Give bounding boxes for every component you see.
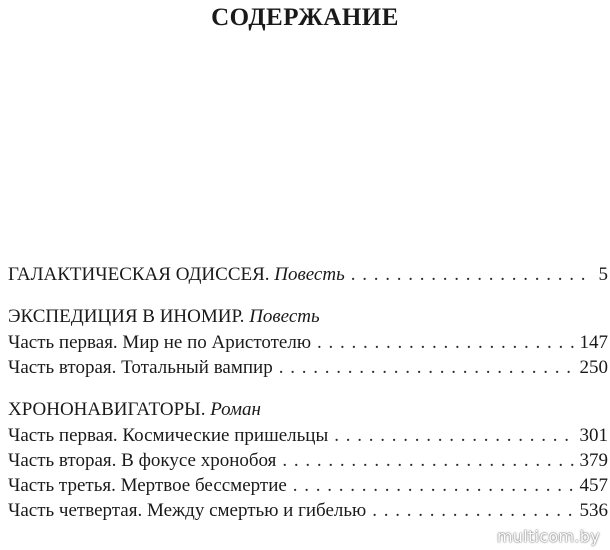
toc-entry-label: Часть первая. Мир не по Аристотелю: [8, 332, 312, 353]
section-heading-chrononavigators: [8, 396, 608, 423]
toc-entry-label: Часть вторая. В фокусе хронобоя: [8, 450, 277, 471]
section-heading-expedition: [8, 303, 608, 330]
page-number: 379: [579, 450, 608, 471]
page-number: 457: [579, 475, 608, 496]
toc-entry: [8, 423, 608, 448]
toc-entry: [8, 355, 608, 380]
dot-leader: [279, 355, 574, 380]
toc-entry-label: Часть четвертая. Между смертью и гибелью: [8, 500, 367, 521]
dot-leader: [317, 330, 573, 355]
toc-entry-label: Часть первая. Космические пришельцы: [8, 425, 329, 446]
section-heading: ГАЛАКТИЧЕСКАЯ ОДИССЕЯ.: [8, 264, 270, 285]
page-number: 250: [579, 357, 608, 378]
toc-entry: [8, 330, 608, 355]
toc-entry-galactic-odyssey: [8, 262, 608, 287]
dot-leader: [282, 448, 573, 473]
toc-entry-label: Часть третья. Мертвое бессмертие: [8, 475, 287, 496]
section-genre: Повесть: [274, 264, 345, 285]
dot-leader: [293, 473, 574, 498]
toc-entry-label: Часть вторая. Тотальный вампир: [8, 357, 273, 378]
page-title: СОДЕРЖАНИЕ: [211, 4, 399, 31]
toc-entry: [8, 498, 608, 523]
section-genre: Повесть: [249, 306, 320, 327]
dot-leader: [334, 423, 573, 448]
page-number: 5: [598, 264, 608, 285]
section-heading: ЭКСПЕДИЦИЯ В ИНОМИР.: [8, 306, 245, 327]
page-number: 536: [579, 500, 608, 521]
section-heading: ХРОНОНАВИГАТОРЫ.: [8, 399, 206, 420]
dot-leader: [372, 498, 573, 523]
section-genre: Роман: [210, 399, 261, 420]
toc-entry: [8, 473, 608, 498]
toc-entry: [8, 448, 608, 473]
dot-leader: [351, 262, 588, 287]
table-of-contents: [8, 262, 608, 523]
toc-entry-label: [8, 262, 345, 287]
page-number: 301: [579, 425, 608, 446]
page-number: 147: [579, 332, 608, 353]
watermark: multicom.by: [496, 527, 600, 546]
